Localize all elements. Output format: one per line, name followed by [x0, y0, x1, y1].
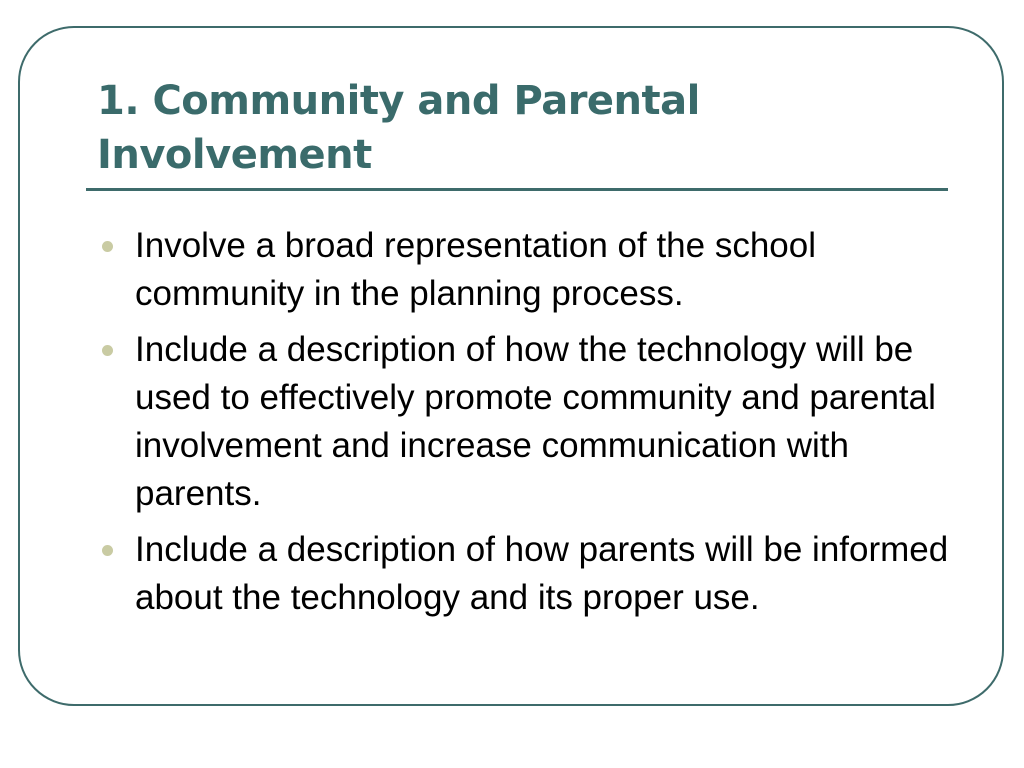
bullet-list	[96, 222, 956, 630]
bullet-item	[96, 326, 956, 518]
slide-title: 1. Community and Parental Involvement	[97, 78, 700, 178]
bullet-item	[96, 526, 956, 622]
bullet-text: Involve a broad representation of the school community in the planning process.	[135, 226, 816, 313]
bullet-item	[96, 222, 956, 318]
bullet-dot-icon	[102, 345, 113, 356]
title-divider	[86, 188, 948, 191]
bullet-text: Include a description of how parents will be informed about the technology and its proper use.	[135, 530, 949, 617]
bullet-text: Include a description of how the technology will be used to effectively promote community and parental involvement and increase communication with parents.	[135, 330, 936, 513]
bullet-dot-icon	[102, 241, 113, 252]
bullet-dot-icon	[102, 545, 113, 556]
